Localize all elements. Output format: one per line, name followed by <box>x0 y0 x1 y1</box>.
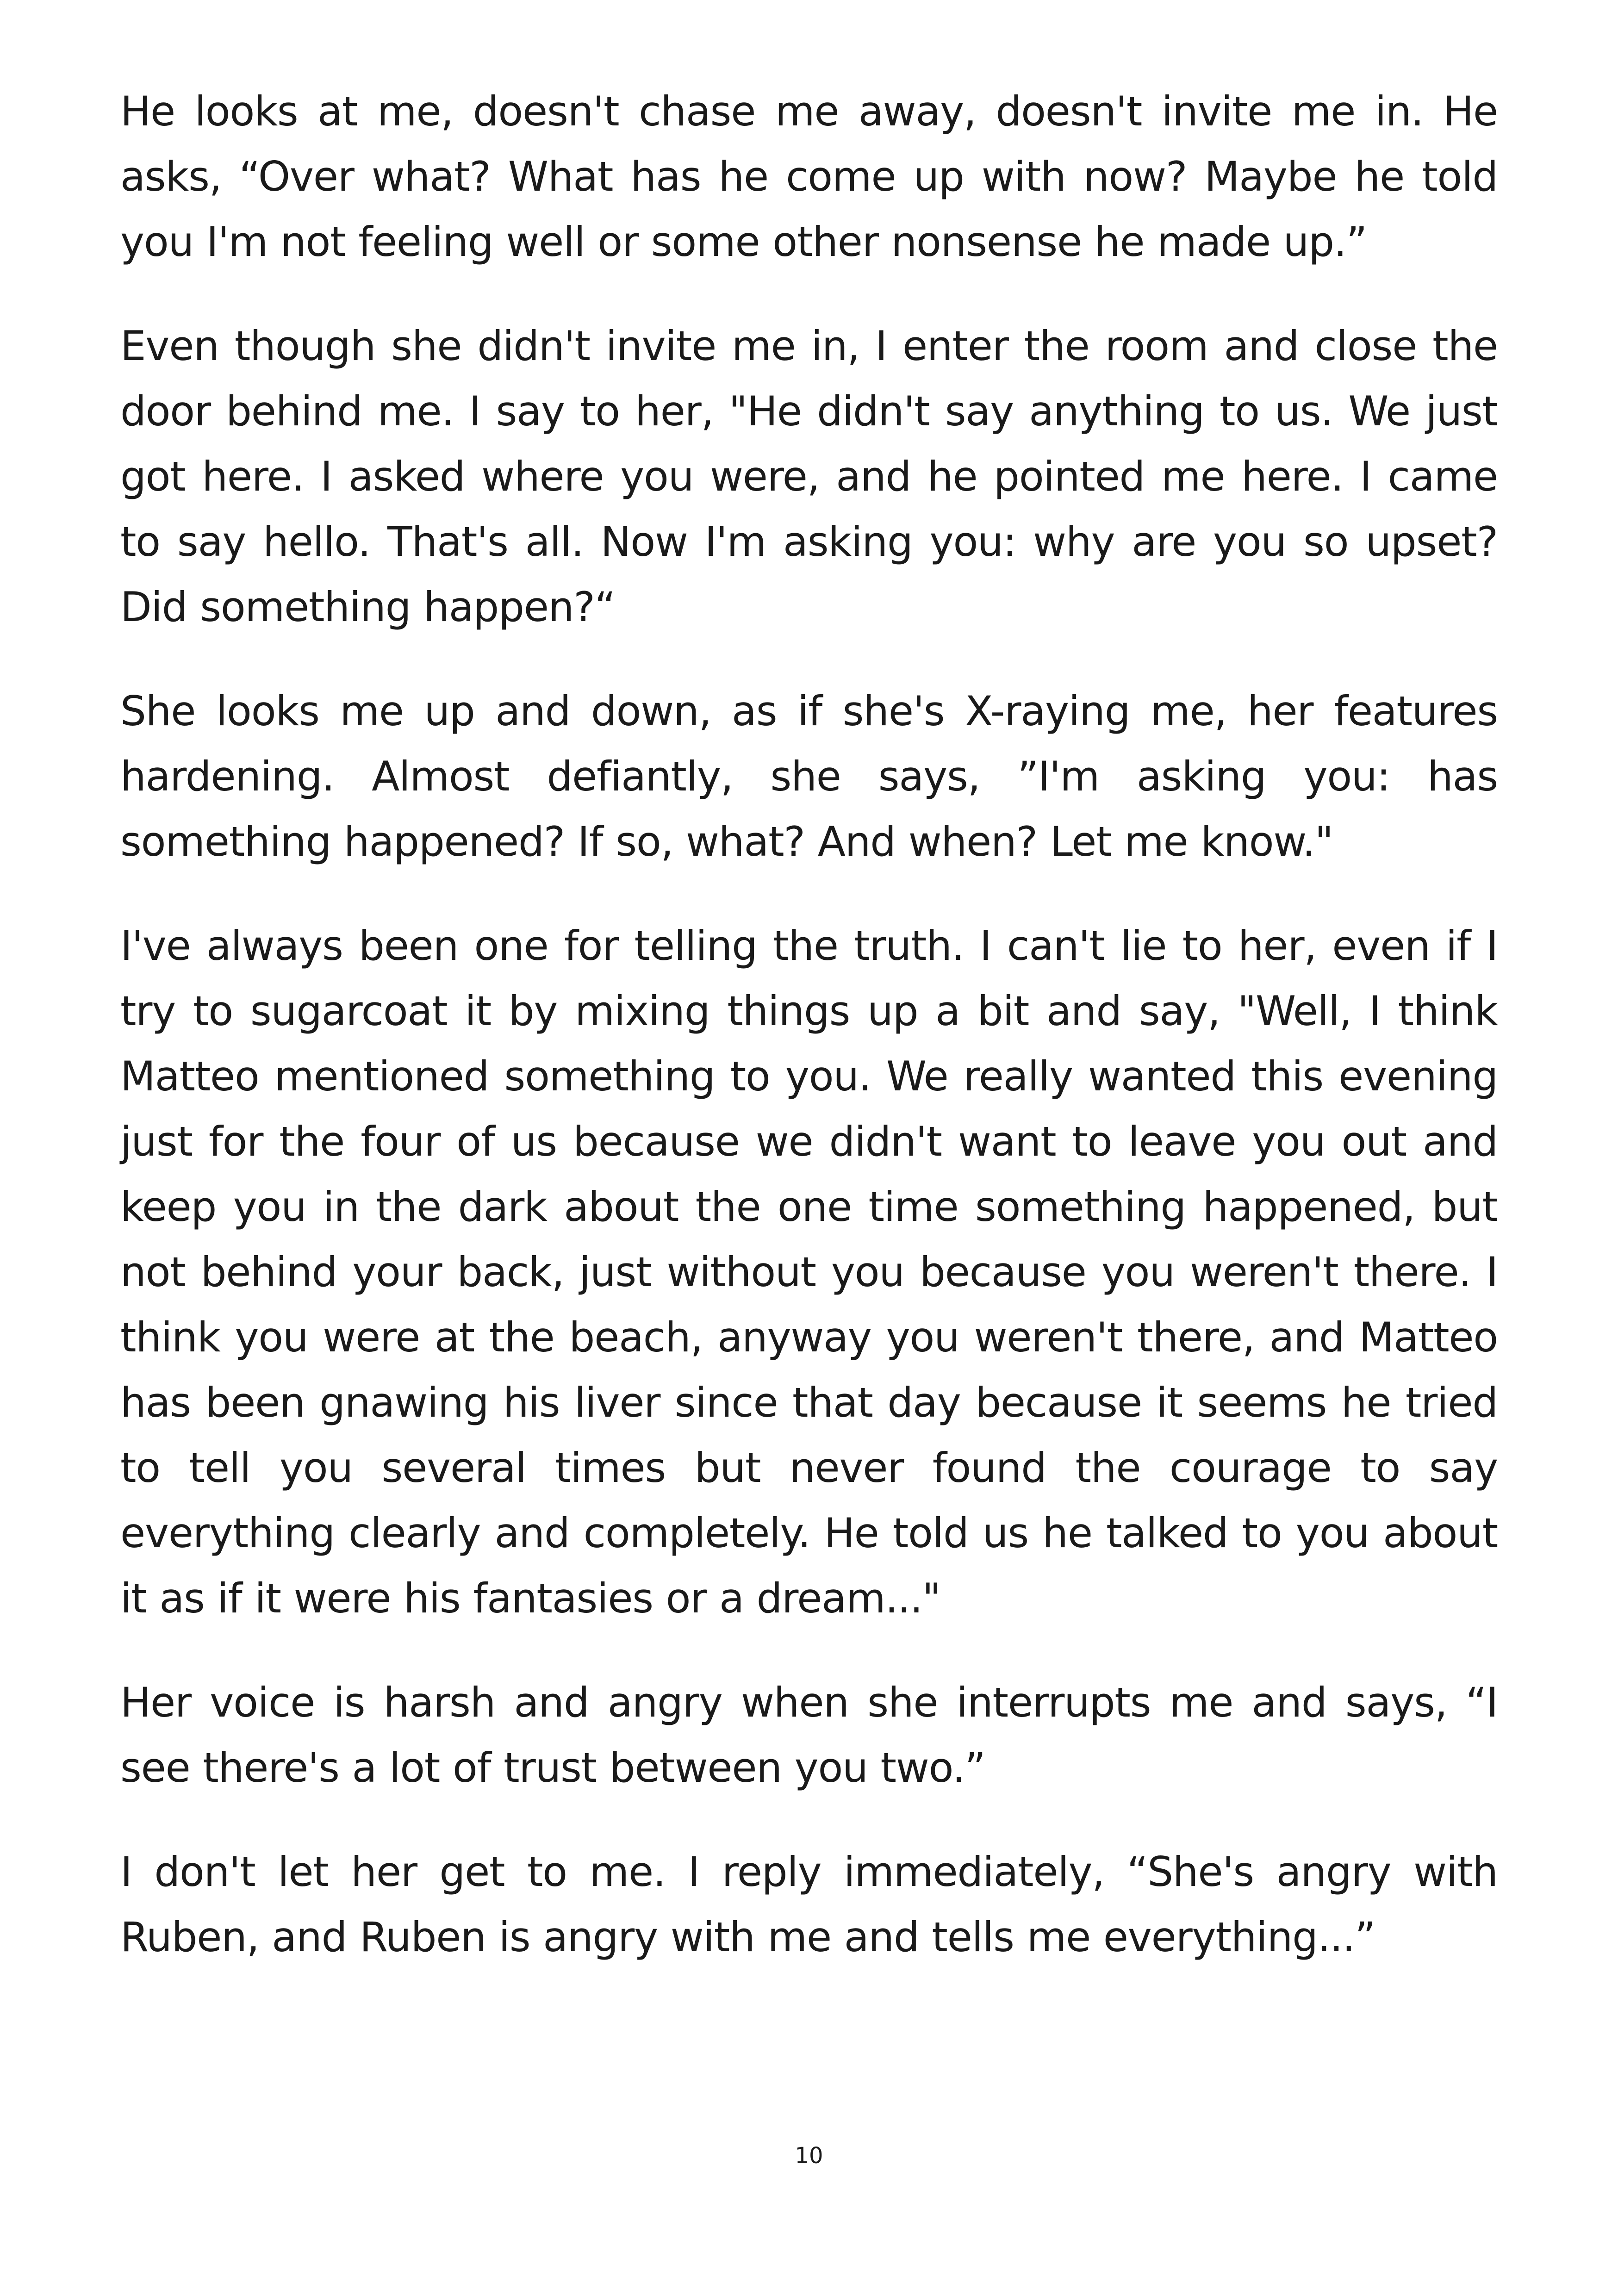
body-text <box>120 79 1498 2009</box>
paragraph-5: Her voice is harsh and angry when she interrupts me and says, “I see there's a lot of trust between you two.” <box>120 1679 1498 1792</box>
paragraph-2: Even though she didn't invite me in, I enter the room and close the door behind me. I say to her, "He didn't say anything to us. We just got here. I asked where you were, and he pointed me here. I came to say hello. That's all. Now I'm asking you: why are you so upset? Did something happen?“ <box>120 322 1498 631</box>
paragraph-4: I've always been one for telling the truth. I can't lie to her, even if I try to sugarcoat it by mixing things up a bit and say, "Well, I think Matteo mentioned something to you. We really wanted this evening just for the four of us because we didn't want to leave you out and keep you in the dark about the one time something happened, but not behind your back, just without you because you weren't there. I think you were at the beach, anyway you weren't there, and Matteo has been gnawing his liver since that day because it seems he tried to tell you several times but never found the courage to say everything clearly and completely. He told us he talked to you about it as if it were his fantasies or a dream..." <box>120 922 1498 1622</box>
paragraph-1: He looks at me, doesn't chase me away, doesn't invite me in. He asks, “Over what? What has he come up with now? Maybe he told you I'm not feeling well or some other nonsense he made up.” <box>120 87 1498 266</box>
paragraph-3: She looks me up and down, as if she's X-raying me, her features hardening. Almost defiantly, she says, ”I'm asking you: has something happened? If so, what? And when? Let me know." <box>120 687 1498 865</box>
page-number: 10 <box>795 2143 823 2169</box>
paragraph-6: I don't let her get to me. I reply immediately, “She's angry with Ruben, and Ruben is angry with me and tells me everything...” <box>120 1848 1498 1961</box>
